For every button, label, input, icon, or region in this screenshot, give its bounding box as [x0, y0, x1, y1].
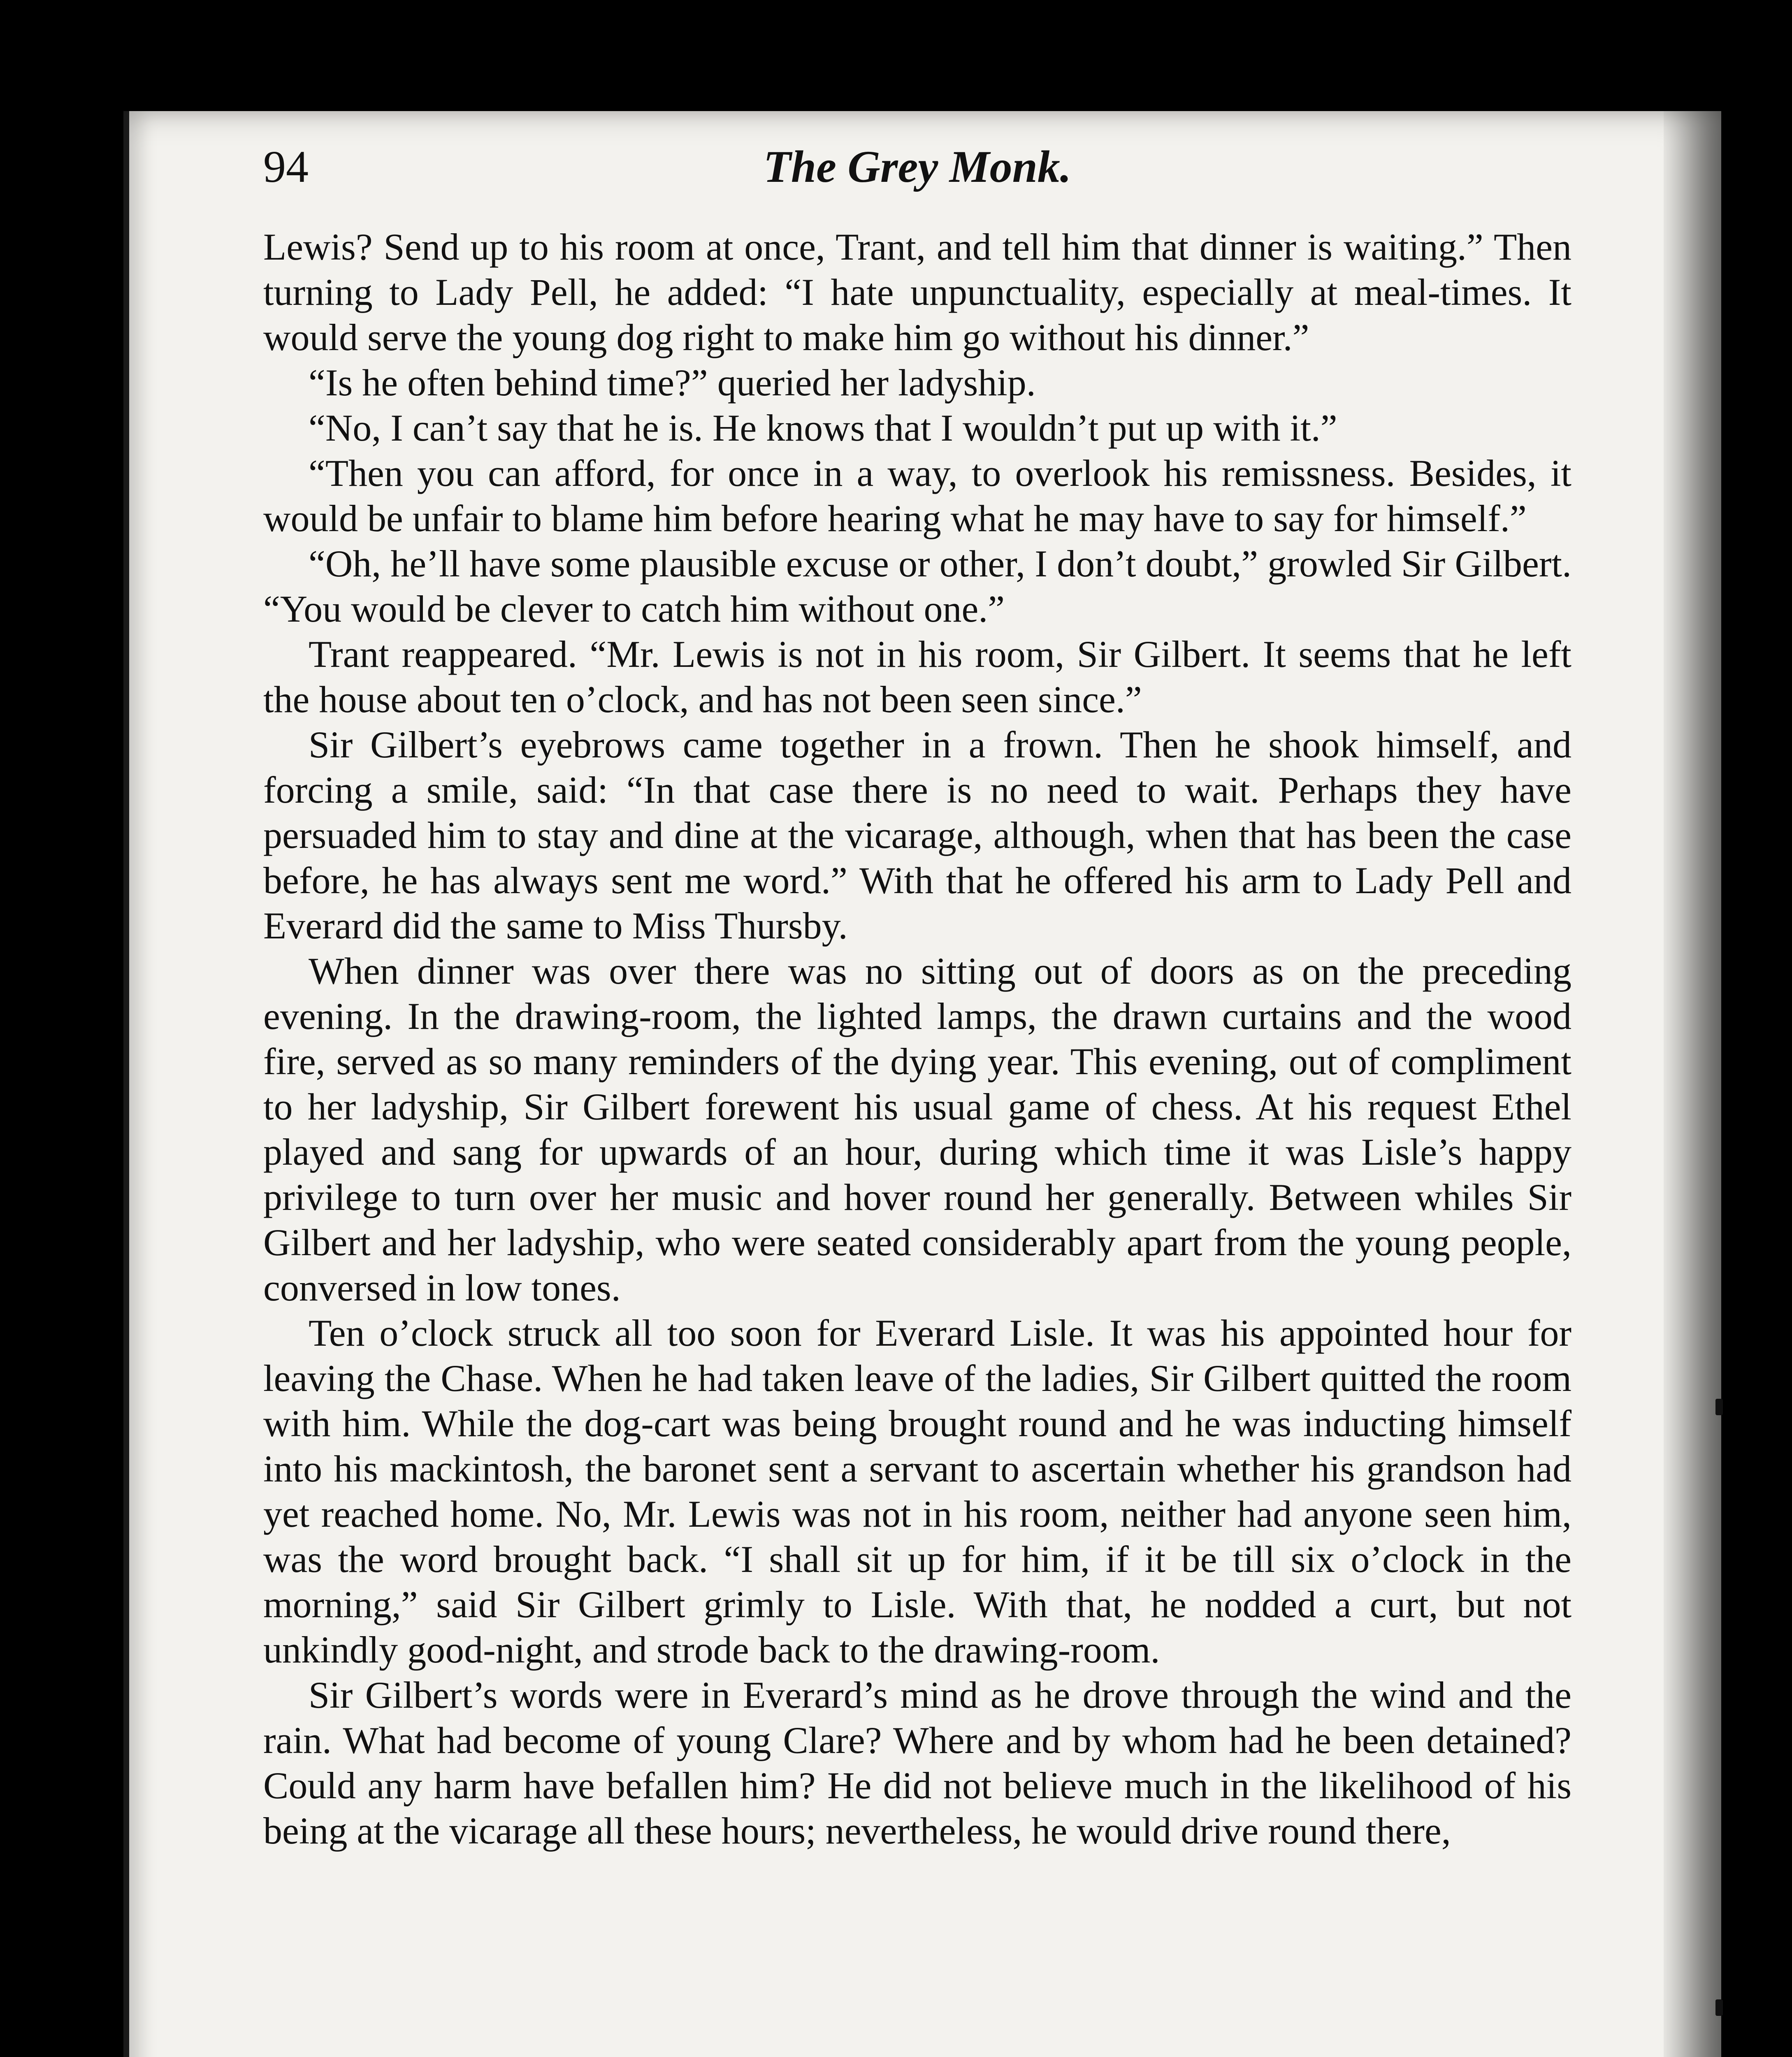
paragraph: Trant reappeared. “Mr. Lewis is not in his room, Sir Gilbert. It seems that he left the house about ten o’clock, and has not been seen since.”: [263, 633, 1571, 720]
margin-mark: [1715, 1399, 1723, 1415]
running-title: The Grey Monk.: [763, 142, 1072, 192]
paragraph: When dinner was over there was no sitting out of doors as on the preceding evening. In the drawing-room, the lighted lamps, the drawn curtains and the wood fire, served as so many reminders of the dying year. This evening, out of compliment to her ladyship, Sir Gilbert forewent his usual game of chess. At his request Ethel played and sang for upwards of an hour, during which time it was Lisle’s happy privilege to turn over her music and hover round her generally. Between whiles Sir Gilbert and her ladyship, who were seated considerably apart from the young people, conversed in low tones.: [263, 950, 1571, 1309]
paragraph: Sir Gilbert’s words were in Everard’s mind as he drove through the wind and the rain. What had become of young Clare? Where and by whom had he been detained? Could any harm have befallen him? He did not believe much in the likelihood of his being at the vicarage all these hours; nevertheless, he would drive round there,: [263, 1674, 1571, 1852]
paragraph: Sir Gilbert’s eyebrows came together in a frown. Then he shook himself, and forcing a smile, said: “In that case there is no need to wait. Perhaps they have persuaded him to stay and dine at the vicarage, although, when that has been the case before, he has always sent me word.” With that he offered his arm to Lady Pell and Everard did the same to Miss Thursby.: [263, 724, 1571, 947]
body-text: [263, 224, 1571, 1853]
page-number: 94: [263, 142, 309, 192]
paragraph: “Then you can afford, for once in a way, to overlook his remissness. Besides, it would be unfair to blame him before hearing what he may have to say for himself.”: [263, 452, 1571, 539]
paragraph: “No, I can’t say that he is. He knows that I wouldn’t put up with it.”: [309, 407, 1337, 449]
paragraph: Ten o’clock struck all too soon for Everard Lisle. It was his appointed hour for leaving the Chase. When he had taken leave of the ladies, Sir Gilbert quitted the room with him. While the dog-cart was being brought round and he was inducting himself into his mackintosh, the baronet sent a servant to ascertain whether his grandson had yet reached home. No, Mr. Lewis was not in his room, neither had anyone seen him, was the word brought back. “I shall sit up for him, if it be till six o’clock in the morning,” said Sir Gilbert grimly to Lisle. With that, he nodded a curt, but not unkindly good-night, and strode back to the drawing-room.: [263, 1312, 1571, 1671]
paragraph: Lewis? Send up to his room at once, Trant, and tell him that dinner is waiting.” Then turning to Lady Pell, he added: “I hate unpunctuality, especially at meal-times. It would serve the young dog right to make him go without his dinner.”: [263, 226, 1571, 358]
page-gutter-shadow: [1664, 111, 1721, 2057]
margin-mark: [1715, 1999, 1723, 2016]
page-header: [263, 136, 1571, 218]
paragraph: “Is he often behind time?” queried her ladyship.: [309, 362, 1036, 404]
paragraph: “Oh, he’ll have some plausible excuse or other, I don’t doubt,” growled Sir Gilbert. “You would be clever to catch him without one.”: [263, 543, 1571, 630]
